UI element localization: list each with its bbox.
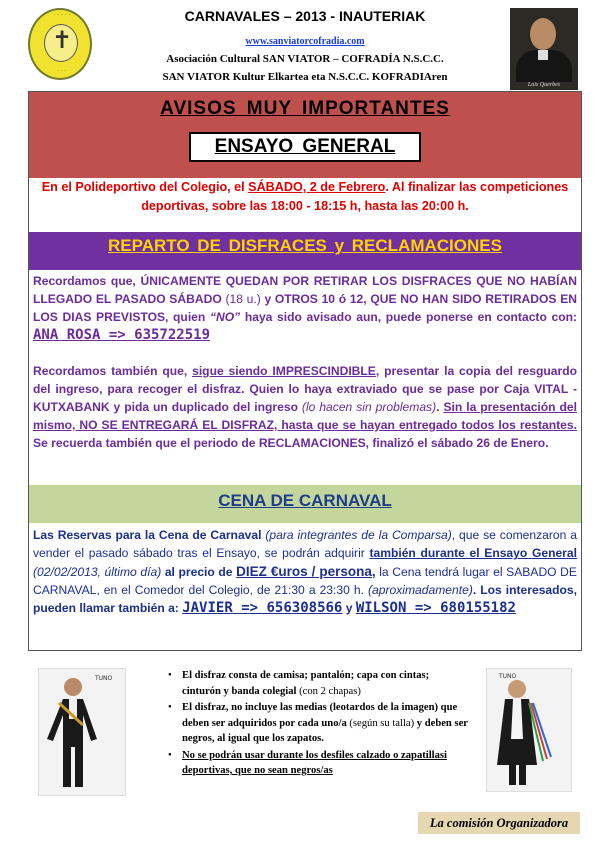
tuno-cape-image bbox=[487, 669, 571, 791]
p2-imprescindible: sigue siendo IMPRESCINDIBLE bbox=[192, 364, 376, 378]
p1-count: (18 u.) bbox=[225, 292, 261, 306]
p1-c: haya sido avisado aun, puede ponerse en contacto con: bbox=[240, 310, 578, 324]
cena-band bbox=[29, 485, 581, 523]
p1-a: Recordamos que, ÚNICAMENTE QUEDAN POR RETIRAR LOS DISFRACES QUE NO HABÍAN LLEGADO EL PASADO SÁBADO bbox=[33, 274, 577, 306]
portrait-face bbox=[530, 18, 556, 50]
list-item: • El disfraz, no incluye las medias (leotardos de la imagen) que deben ser adquiridos por cada uno/a (según su talla) y deben ser negros, al igual que los zapatos. bbox=[168, 700, 468, 747]
p1-b: y OTROS 10 ó 12, QUE NO HAN SIDO RETIRADOS EN LOS DIAS PREVISTOS, quien bbox=[33, 292, 577, 324]
portrait-photo bbox=[510, 8, 578, 90]
cofradia-logo bbox=[28, 8, 92, 80]
contact-wilson: WILSON => 680155182 bbox=[355, 600, 516, 617]
p2-b: , presentar la copia del resguardo del ingreso, para recoger el disfraz. Quien lo haya extraviado que se pase por Caja VITAL - KUTXABANK y pida un duplicado del ingreso bbox=[33, 364, 577, 414]
avisos-band bbox=[29, 92, 581, 178]
p1-no: “NO” bbox=[209, 310, 241, 324]
logo-ring-text-bottom: · · · bbox=[58, 68, 66, 74]
p2-c: . bbox=[436, 400, 444, 414]
costume-figure-right bbox=[486, 668, 572, 792]
page-title: CARNAVALES – 2013 - INAUTERIAK bbox=[184, 8, 426, 24]
contact-ana-rosa: ANA ROSA => 635722519 bbox=[33, 327, 211, 343]
portrait-caption: Luis Querbes bbox=[527, 82, 561, 88]
cena-h: . Los interesados, pueden llamar también a: bbox=[33, 582, 578, 616]
website-link[interactable]: www.sanviatorcofradia.com bbox=[245, 36, 365, 47]
list-item: • No se podrán usar durante los desfiles calzado o zapatillasi deportivas, que no sean negros/as bbox=[168, 748, 468, 779]
cena-f: la Cena tendrá lugar el SABADO DE CARNAVAL, en el Comedor del Colegio, de 21:30 a 23:30 h. bbox=[33, 564, 577, 597]
cross-icon: ✝ bbox=[52, 26, 73, 54]
p2-a: Recordamos también que, bbox=[33, 364, 193, 378]
list-item: • El disfraz consta de camisa; pantalón; capa con cintas; cinturón y banda colegial (con 2 chapas) bbox=[168, 668, 468, 699]
reparto-band bbox=[29, 232, 581, 270]
association-name-basque: SAN VIATOR Kultur Elkartea eta N.S.C.C. KOFRADIAren bbox=[162, 71, 448, 83]
contact-javier: JAVIER => 656308566 bbox=[182, 600, 343, 617]
right-figure-tag: TUNO bbox=[499, 673, 517, 680]
ensayo-date: SÁBADO, 2 de Febrero bbox=[248, 180, 386, 194]
reparto-paragraph-2 bbox=[33, 362, 577, 452]
avisos-title: AVISOS MUY IMPORTANTES bbox=[160, 98, 450, 119]
reparto-title: REPARTO DE DISFRACES y RECLAMACIONES bbox=[108, 236, 502, 255]
cena-a: Las Reservas para la Cena de Carnaval bbox=[33, 528, 266, 542]
costume-figure-left bbox=[38, 668, 126, 796]
p2-d: Se recuerda también que el periodo de RECLAMACIONES, finalizó el sábado 26 de Enero. bbox=[33, 436, 549, 450]
ensayo-text-b: . Al finalizar las competiciones deportivas, sobre las 18:00 - 18:15 h, hasta las 20:00 h. bbox=[141, 180, 569, 213]
logo-ring-text: · · · · · bbox=[53, 12, 71, 19]
ensayo-details bbox=[29, 178, 581, 232]
tuno-costume-image bbox=[39, 669, 125, 795]
cena-approx: (aproximadamente) bbox=[367, 582, 473, 597]
avisos-heading bbox=[29, 98, 581, 120]
cena-paragraph bbox=[33, 526, 577, 617]
p2-note: (lo hacen sin problemas) bbox=[301, 400, 437, 414]
signature-organizers: La comisión Organizadora bbox=[418, 812, 580, 834]
cena-title: CENA DE CARNAVAL bbox=[218, 491, 392, 510]
cena-e: al precio de bbox=[161, 564, 237, 579]
ensayo-general-box: ENSAYO GENERAL bbox=[189, 132, 421, 162]
p2-warning: Sin la presentación del mismo, NO SE ENTREGARÁ EL DISFRAZ, hasta que se hayan entregado todos los restantes. bbox=[33, 400, 577, 432]
reparto-paragraph-1 bbox=[33, 272, 577, 344]
association-name: Asociación Cultural SAN VIATOR – COFRADÍA N.S.C.C. bbox=[166, 53, 444, 65]
costume-notes-list bbox=[168, 668, 468, 780]
portrait-collar bbox=[538, 50, 548, 60]
cena-date-note: (02/02/2013, último día) bbox=[33, 564, 162, 579]
contact-joiner: y bbox=[342, 601, 356, 616]
cena-b: , que se comenzaron a vender el pasado sábado tras el Ensayo, se podrán adquirir bbox=[33, 528, 577, 561]
cena-price: DIEZ €uros / persona, bbox=[236, 563, 376, 579]
left-figure-tag: TUNO bbox=[95, 675, 113, 682]
cena-a-note: (para integrantes de la Comparsa) bbox=[265, 528, 452, 542]
ensayo-text-a: En el Polideportivo del Colegio, el bbox=[41, 180, 249, 194]
cena-tambien: también durante el Ensayo General bbox=[369, 546, 577, 561]
